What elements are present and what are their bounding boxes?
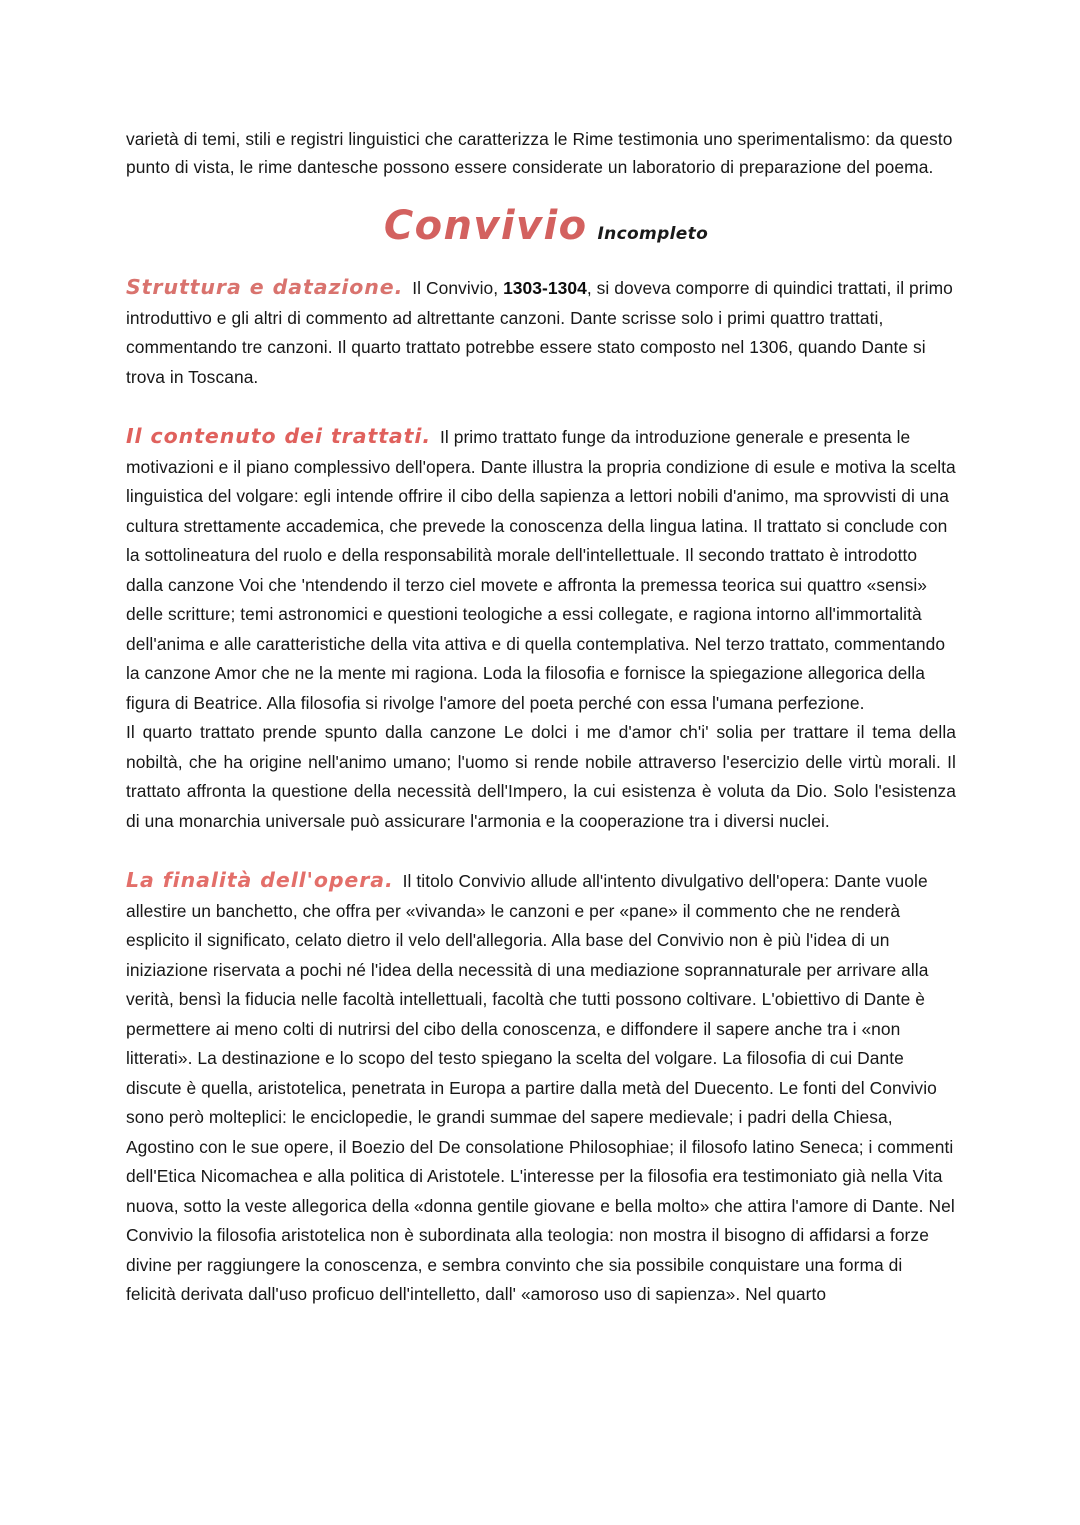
title-convivio: Convivio: [383, 203, 588, 249]
struttura-text-before-bold: Il Convivio,: [407, 278, 504, 298]
heading-struttura-e-datazione: Struttura e datazione.: [126, 275, 404, 299]
struttura-date-range: 1303-1304: [503, 278, 587, 298]
finalita-text: Il titolo Convivio allude all'intento divulgativo dell'opera: Dante vuole allestire un banchetto, che offra per «vivanda» le canzoni e per «pane» il commento che ne renderà esplicito il significato, celato dietro il velo dell'allegoria. Alla base del Convivio non è più l'idea di un iniziazione riservata a pochi né l'idea della necessità di una mediazione soprannaturale per arrivare alla verità, bensì la fiducia nelle facoltà intellettuali, facoltà che tutti possono coltivare. L'obiettivo di Dante è permettere ai meno colti di nutrirsi del cibo della conoscenza, e diffondere il sapere anche tra i «non litterati». La destinazione e lo scopo del testo spiegano la scelta del volgare. La filosofia di cui Dante discute è quella, aristotelica, penetrata in Europa a partire dalla metà del Duecento. Le fonti del Convivio sono però molteplici: le enciclopedie, le grandi summae del sapere medievale; i padri della Chiesa, Agostino con le sue opere, il Boezio del De consolatione Philosophiae; il filosofo latino Seneca; i commenti dell'Etica Nicomachea e alla politica di Aristotele. L'interesse per la filosofia era testimoniato già nella Vita nuova, sotto la veste allegorica della «donna gentile giovane e bella molto» che attira l'amore di Dante. Nel Convivio la filosofia aristotelica non è subordinata alla teologia: non mostra il bisogno di affidarsi a forze divine per raggiungere la conoscenza, e sembra convinto che sia possibile conquistare una forma di felicità derivata dall'uso proficuo dell'intelletto, dall' «amoroso uso di sapienza». Nel quarto: [126, 871, 955, 1304]
heading-il-contenuto-dei-trattati: Il contenuto dei trattati.: [126, 424, 432, 448]
section-il-contenuto-dei-trattati: [126, 422, 956, 836]
contenuto-text: Il primo trattato funge da introduzione generale e presenta le motivazioni e il piano complessivo dell'opera. Dante illustra la propria condizione di esule e motiva la scelta linguistica del volgare: egli intende offrire il cibo della sapienza a lettori nobili d'animo, ma sprovvisti di una cultura strettamente accademica, che prevede la conoscenza della lingua latina. Il trattato si conclude con la sottolineatura del ruolo e della responsabilità morale dell'intellettuale. Il secondo trattato è introdotto dalla canzone Voi che 'ntendendo il terzo ciel movete e affronta la premessa teorica sui quattro «sensi» delle scritture; temi astronomici e questioni teologiche a essi collegate, e ragiona intorno all'immortalità dell'anima e alle caratteristiche della vita attiva e di quella contemplativa. Nel terzo trattato, commentando la canzone Amor che ne la mente mi ragiona. Loda la filosofia e fornisce la spiegazione allegorica della figura di Beatrice. Alla filosofia si rivolge l'amore del poeta perché con essa l'umana perfezione.: [126, 427, 956, 713]
section-contenuto-body: [126, 422, 956, 718]
section-struttura-body: [126, 273, 956, 392]
contenuto-second-paragraph: Il quarto trattato prende spunto dalla canzone Le dolci i me d'amor ch'i' solia per trattare il tema della nobiltà, che ha origine nell'animo umano; l'uomo si rende nobile attraverso l'esercizio delle virtù morali. Il trattato affronta la questione della necessità dell'Impero, la cui esistenza è voluta da Dio. Solo l'esistenza di una monarchia universale può assicurare l'armonia e la cooperazione tra i diversi nuclei.: [126, 722, 956, 831]
section-struttura-e-datazione: [126, 273, 956, 392]
title-annotation-incompleto: Incompleto: [597, 224, 709, 244]
section-la-finalita-dellopera: [126, 866, 956, 1310]
page-title: [126, 205, 956, 247]
intro-paragraph: varietà di temi, stili e registri linguistici che caratterizza le Rime testimonia uno sperimentalismo: da questo punto di vista, le rime dantesche possono essere considerate un laboratorio di preparazione del poema.: [126, 129, 953, 177]
struttura-text-after-bold: , si doveva comporre di quindici trattati, il primo introduttivo e gli altri di commento ad altrettante canzoni. Dante scrisse solo i primi quattro trattati, commentando tre canzoni. Il quarto trattato potrebbe essere stato composto nel 1306, quando Dante si trova in Toscana.: [126, 278, 953, 387]
section-finalita-body: [126, 866, 956, 1310]
heading-la-finalita-dellopera: La finalità dell'opera.: [126, 868, 394, 892]
